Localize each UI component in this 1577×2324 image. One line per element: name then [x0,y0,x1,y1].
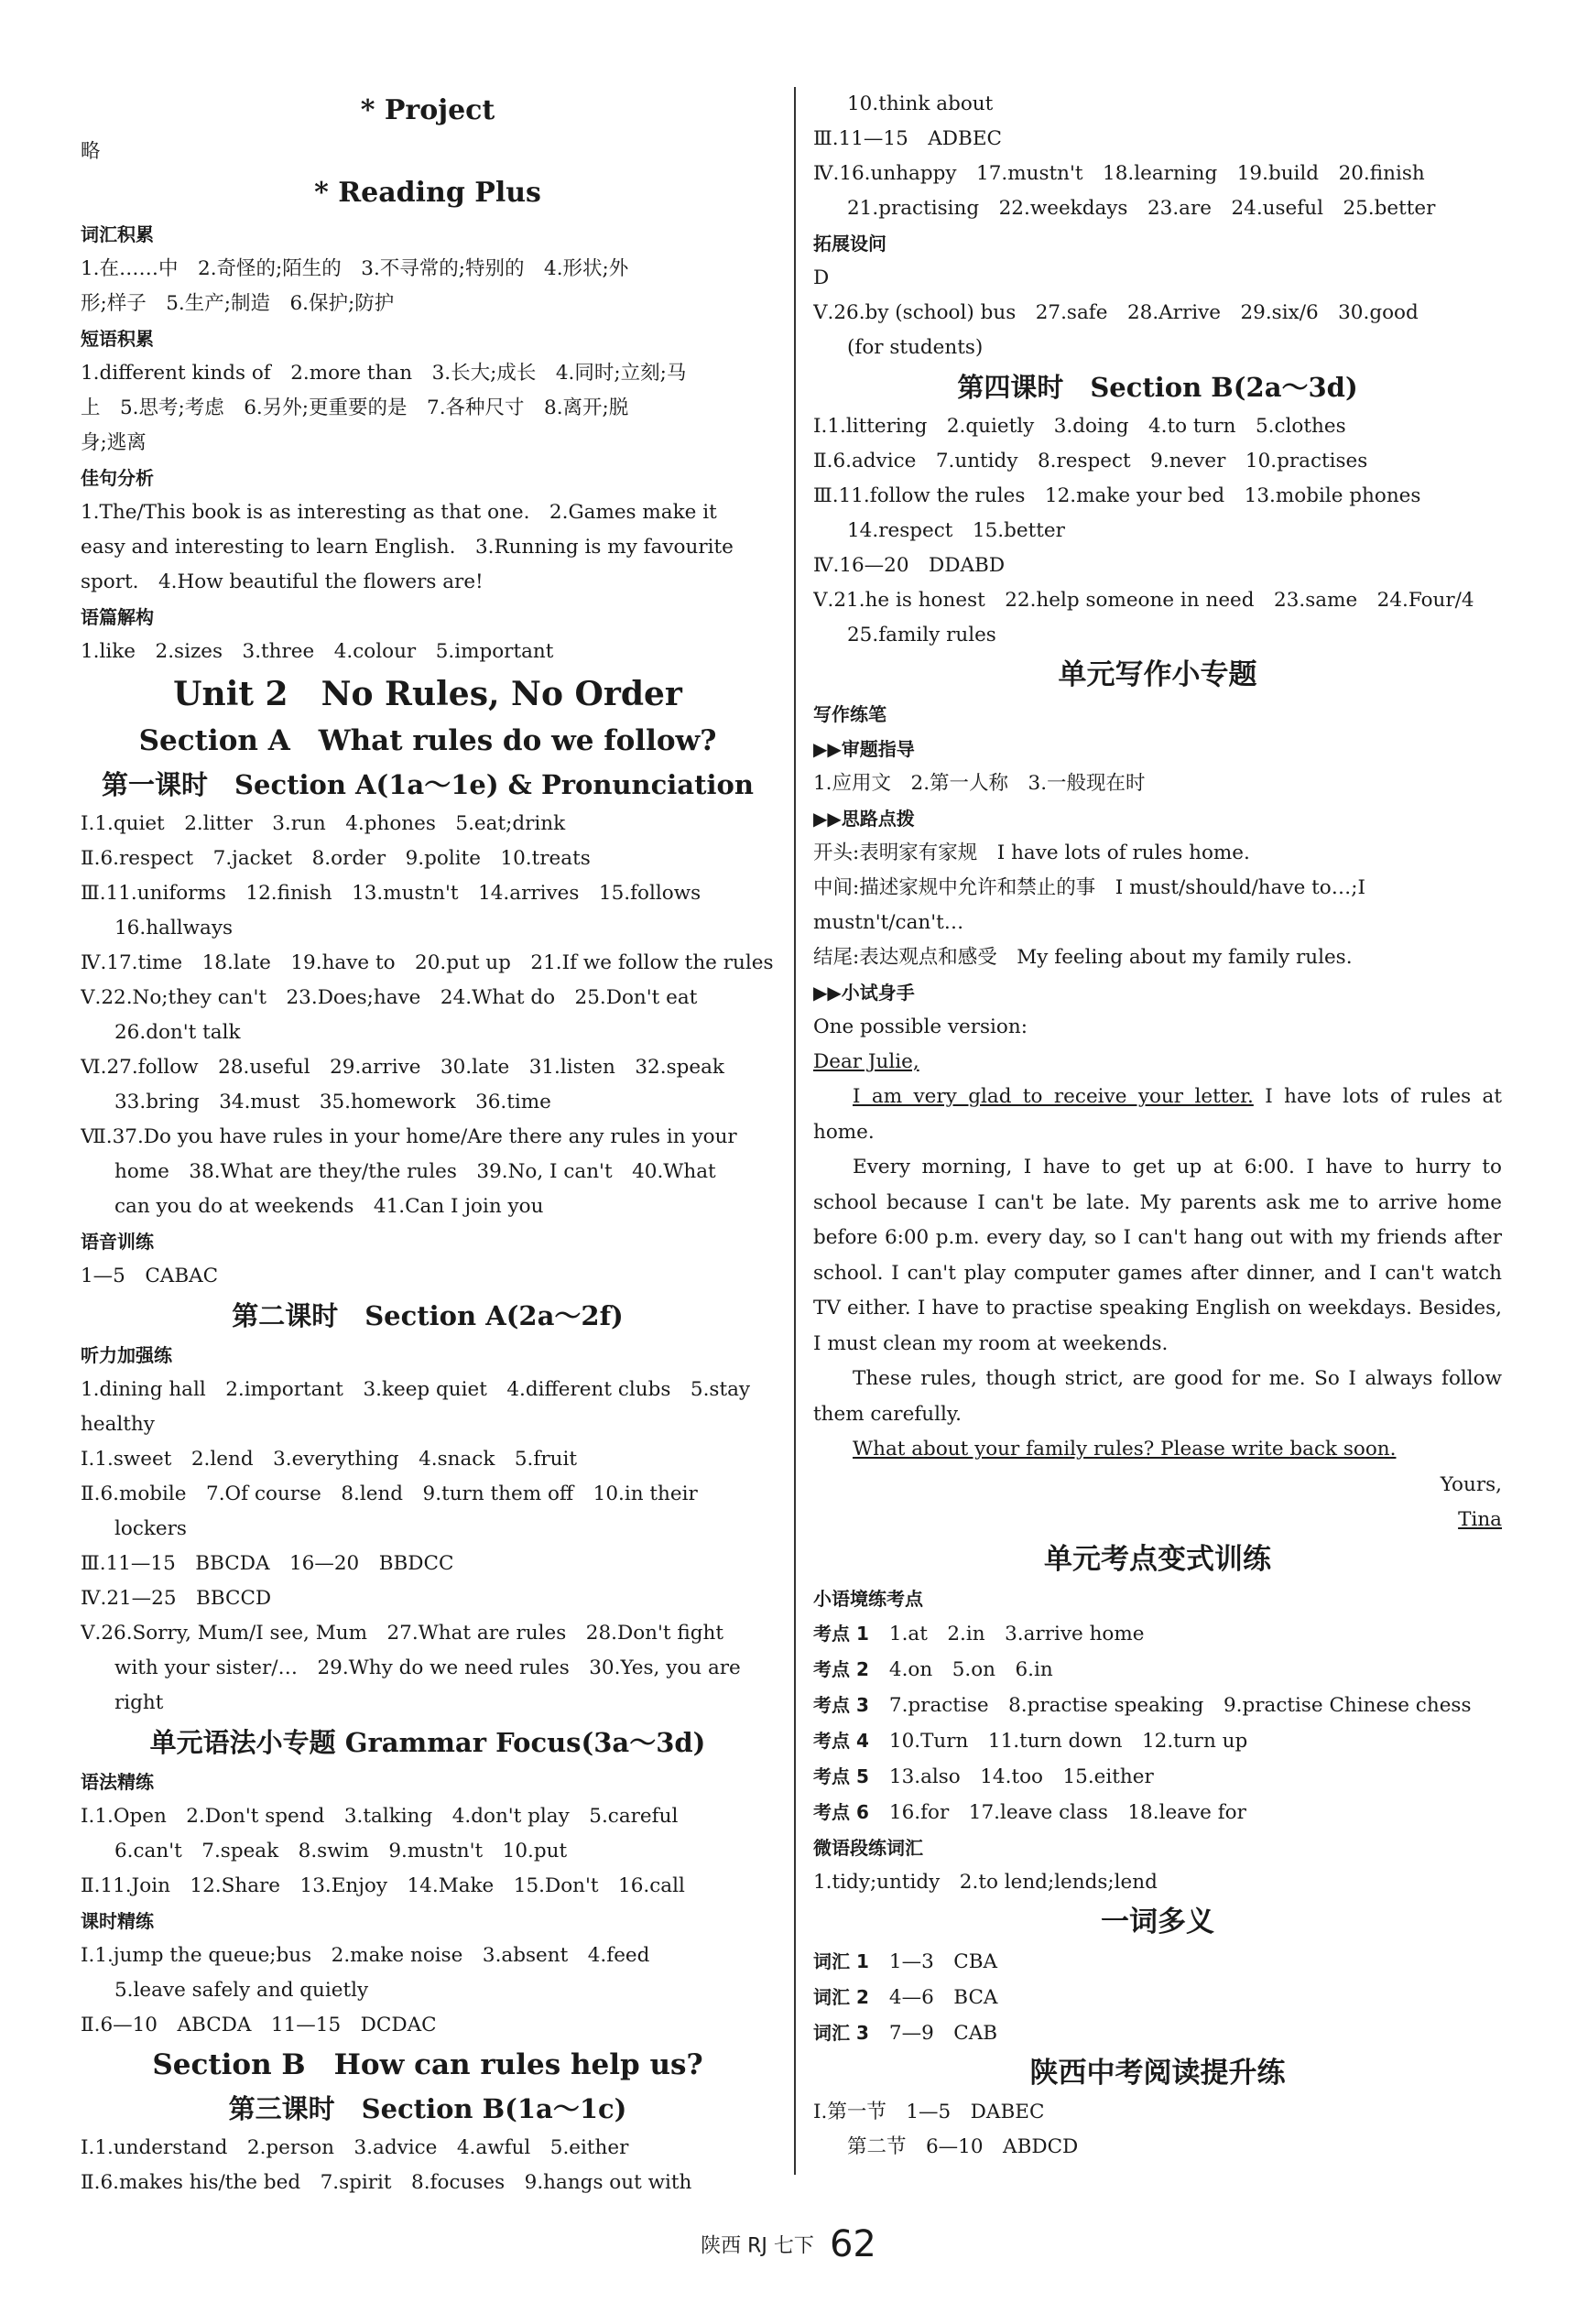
key-point-line [813,1723,1502,1759]
section-heading: Section B How can rules help us? [152,2048,703,2081]
key-point-line [813,2015,1502,2051]
answer-line: Ⅴ.26.Sorry, Mum/I see, Mum 27.What are rules 28.Don't fight [81,1622,723,1645]
answer-line: Ⅰ.第一节 1—5 DABEC [813,2100,1045,2123]
answer-line: with your sister/… 29.Why do we need rules 30.Yes, you are [114,1656,741,1679]
key-point-answers: 7.practise 8.practise speaking 9.practise Chinese chess [888,1693,1472,1717]
answer-line: 中间:描述家规中允许和禁止的事 I must/should/have to…;I [813,876,1365,899]
underlined-text: Dear Julie, [813,1050,919,1073]
answer-line: Ⅰ.1.Open 2.Don't spend 3.talking 4.don't play 5.careful [81,1805,679,1828]
key-point-label: 考点 4 [813,1729,869,1752]
left-column [81,87,775,2200]
answer-line: 1.The/This book is as interesting as that one. 2.Games make it [81,501,717,524]
essay-paragraph [813,1432,1502,1468]
key-point-label: 考点 2 [813,1657,869,1680]
page-number: 62 [829,2223,876,2265]
subheading: 微语段练词汇 [813,1836,923,1859]
key-point-label: 词汇 2 [813,1985,869,2008]
key-point-label: 考点 6 [813,1800,869,1823]
answer-line: 14.respect 15.better [847,519,1065,542]
key-point-label: 词汇 3 [813,2021,869,2044]
answer-line: (for students) [847,336,984,359]
key-point-answers: 13.also 14.too 15.either [888,1765,1154,1788]
answer-line: Ⅲ.11.follow the rules 12.make your bed 13.mobile phones [813,484,1421,507]
answer-line: Ⅰ.1.quiet 2.litter 3.run 4.phones 5.eat;drink [81,812,566,835]
key-point-answers: 10.Turn 11.turn down 12.turn up [888,1729,1248,1753]
section-heading: Section A What rules do we follow? [138,724,717,757]
essay-text: I have lots of rules at home. [813,1085,1502,1144]
answer-line: Ⅱ.11.Join 12.Share 13.Enjoy 14.Make 15.Don't 16.call [81,1874,685,1897]
answer-line: Ⅳ.17.time 18.late 19.have to 20.put up 21.If we follow the rules [81,951,774,974]
section-heading: Unit 2 No Rules, No Order [173,675,682,713]
key-point-line [813,1944,1502,1980]
answer-line: Ⅴ.22.No;they can't 23.Does;have 24.What do 25.Don't eat [81,986,698,1009]
answer-line: 16.hallways [114,917,234,939]
answer-line: Ⅴ.21.he is honest 22.help someone in need 23.same 24.Four/4 [813,589,1474,612]
answer-line: 21.practising 22.weekdays 23.are 24.useful 25.better [847,197,1436,220]
answer-line: Ⅱ.6.respect 7.jacket 8.order 9.polite 10.treats [81,847,591,870]
key-point-answers: 4—6 BCA [888,1985,998,2009]
key-point-line [813,1688,1502,1723]
section-heading: 第一课时 Section A(1a～1e) & Pronunciation [102,769,754,800]
answer-line: Ⅲ.11.uniforms 12.finish 13.mustn't 14.arrives 15.follows [81,882,701,905]
answer-line: Ⅰ.1.jump the queue;bus 2.make noise 3.absent 4.feed [81,1944,650,1967]
subheading: 写作练笔 [813,703,886,725]
answer-line: 开头:表明家有家规 I have lots of rules home. [813,842,1250,864]
answer-line: Ⅰ.1.sweet 2.lend 3.everything 4.snack 5.fruit [81,1448,577,1471]
subheading: 课时精练 [81,1910,154,1932]
letter-greeting [813,1045,1502,1080]
subheading: 语音训练 [81,1231,154,1253]
answer-line: Ⅰ.1.understand 2.person 3.advice 4.awful 5.either [81,2136,629,2159]
key-point-answers: 16.for 17.leave class 18.leave for [888,1800,1246,1824]
answer-line: 6.can't 7.speak 8.swim 9.mustn't 10.put [114,1840,568,1862]
key-point-label: 词汇 1 [813,1949,869,1972]
answer-line: One possible version: [813,1015,1028,1038]
answer-line: Ⅰ.1.littering 2.quietly 3.doing 4.to turn 5.clothes [813,415,1346,438]
section-heading: 单元语法小专题 Grammar Focus(3a～3d) [149,1727,706,1758]
answer-line: 5.leave safely and quietly [114,1979,369,2002]
answer-line: Ⅶ.37.Do you have rules in your home/Are there any rules in your [81,1125,737,1148]
underlined-text: I am very glad to receive your letter. [853,1085,1254,1108]
subheading: 佳句分析 [81,467,154,489]
key-point-line [813,1759,1502,1795]
answer-line: sport. 4.How beautiful the flowers are! [81,570,484,593]
answer-line: 25.family rules [847,624,996,646]
answer-line: 10.think about [847,92,994,115]
key-point-answers: 7—9 CAB [888,2021,998,2045]
answer-line: 形;样子 5.生产;制造 6.保护;防护 [81,292,395,315]
letter-signature [813,1503,1502,1537]
subheading: 短语积累 [81,328,154,350]
subheading: ▶▶思路点拨 [813,808,915,830]
key-point-answers: 1—3 CBA [888,1949,998,1973]
answer-line: 第二节 6—10 ABDCD [847,2134,1079,2158]
answer-line: Ⅱ.6.advice 7.untidy 8.respect 9.never 10.practises [813,450,1368,472]
answer-line: lockers [114,1517,187,1540]
answer-line: can you do at weekends 41.Can I join you [114,1195,544,1218]
subheading: 小语境练考点 [813,1587,923,1610]
key-point-label: 考点 5 [813,1765,869,1787]
key-point-line [813,1795,1502,1830]
answer-line: mustn't/can't… [813,911,964,934]
key-point-line [813,1980,1502,2015]
underlined-text: What about your family rules? Please write back soon. [853,1438,1397,1461]
footer-text: 陕西 RJ 七下 [701,2234,814,2258]
answer-line: 身;逃离 [81,431,147,454]
subheading: 语篇解构 [81,606,154,628]
subheading: 听力加强练 [81,1344,172,1366]
answer-line: Ⅳ.21—25 BBCCD [81,1587,272,1610]
essay-paragraph: These rules, though strict, are good for me. So I always follow them carefully. [813,1367,1502,1426]
answer-line: Ⅲ.11—15 ADBEC [813,127,1002,150]
column-divider [794,87,796,2175]
answer-line: 1—5 CABAC [81,1265,219,1287]
answer-line: 1.dining hall 2.important 3.keep quiet 4.different clubs 5.stay [81,1378,751,1401]
section-heading: 单元写作小专题 [1058,658,1257,691]
section-heading: 单元考点变式训练 [1044,1542,1271,1576]
subheading: ▶▶审题指导 [813,738,915,760]
section-heading: 第四课时 Section B(2a～3d) [957,372,1358,403]
underlined-text: Tina [1458,1507,1502,1531]
key-point-line [813,1652,1502,1688]
answer-line: Ⅳ.16—20 DDABD [813,554,1006,577]
key-point-answers: 4.on 5.on 6.in [888,1657,1053,1681]
section-heading: * Project [360,94,495,126]
answer-line: 1.在……中 2.奇怪的;陌生的 3.不寻常的;特别的 4.形状;外 [81,257,629,280]
section-heading: * Reading Plus [314,177,541,209]
answer-line: Ⅱ.6.makes his/the bed 7.spirit 8.focuses 9.hangs out with [81,2171,692,2194]
key-point-line [813,1616,1502,1652]
answer-line: easy and interesting to learn English. 3.Running is my favourite [81,536,734,559]
answer-line: right [114,1691,164,1714]
answer-line: 1.tidy;untidy 2.to lend;lends;lend [813,1870,1158,1894]
page-footer [0,2223,1577,2265]
essay-paragraph: Every morning, I have to get up at 6:00. I have to hurry to school because I can't be late. My parents ask me to arrive home before 6:00 p.m. every day, so I can't hang out with my friends after school. I can't play computer games after dinner, and I can't watch TV either. I have to practise speaking English on weekdays. Besides, I must clean my room at weekends. [813,1156,1502,1355]
answer-line: Ⅵ.27.follow 28.useful 29.arrive 30.late 31.listen 32.speak [81,1056,724,1079]
answer-line: Ⅳ.16.unhappy 17.mustn't 18.learning 19.build 20.finish [813,162,1425,185]
answer-line: Ⅲ.11—15 BBCDA 16—20 BBDCC [81,1552,454,1575]
key-point-label: 考点 1 [813,1622,869,1645]
answer-line: D [813,266,830,289]
right-column [813,87,1502,2165]
answer-line: 1.应用文 2.第一人称 3.一般现在时 [813,772,1146,795]
subheading: 语法精练 [81,1771,154,1793]
answer-line: 33.bring 34.must 35.homework 36.time [114,1091,551,1113]
section-heading: 一词多义 [1101,1905,1214,1938]
key-point-answers: 1.at 2.in 3.arrive home [888,1622,1145,1645]
section-heading: 第三课时 Section B(1a～1c) [228,2093,627,2124]
answer-line: 上 5.思考;考虑 6.另外;更重要的是 7.各种尺寸 8.离开;脱 [81,396,629,419]
subheading: 拓展设问 [813,233,886,255]
answer-line: 1.like 2.sizes 3.three 4.colour 5.important [81,640,554,663]
answer-line: Ⅱ.6.mobile 7.Of course 8.lend 9.turn them off 10.in their [81,1482,698,1505]
subheading: 词汇积累 [81,223,154,245]
answer-line: Ⅱ.6—10 ABCDA 11—15 DCDAC [81,2014,437,2036]
section-heading: 第二课时 Section A(2a～2f) [232,1300,624,1331]
letter-closing: Yours, [1440,1472,1502,1496]
answer-line: Ⅴ.26.by (school) bus 27.safe 28.Arrive 29.six/6 30.good [813,301,1419,324]
subheading: ▶▶小试身手 [813,982,915,1004]
section-heading: 陕西中考阅读提升练 [1029,2056,1286,2090]
answer-line: home 38.What are they/the rules 39.No, I can't 40.What [114,1160,716,1183]
answer-line: healthy [81,1413,155,1436]
answer-line: 1.different kinds of 2.more than 3.长大;成长 4.同时;立刻;马 [81,362,687,385]
answer-line: 略 [81,140,101,163]
answer-line: 26.don't talk [114,1021,241,1044]
key-point-label: 考点 3 [813,1693,869,1716]
answer-line: 结尾:表达观点和感受 My feeling about my family rules. [813,946,1353,969]
essay-paragraph [813,1080,1502,1150]
